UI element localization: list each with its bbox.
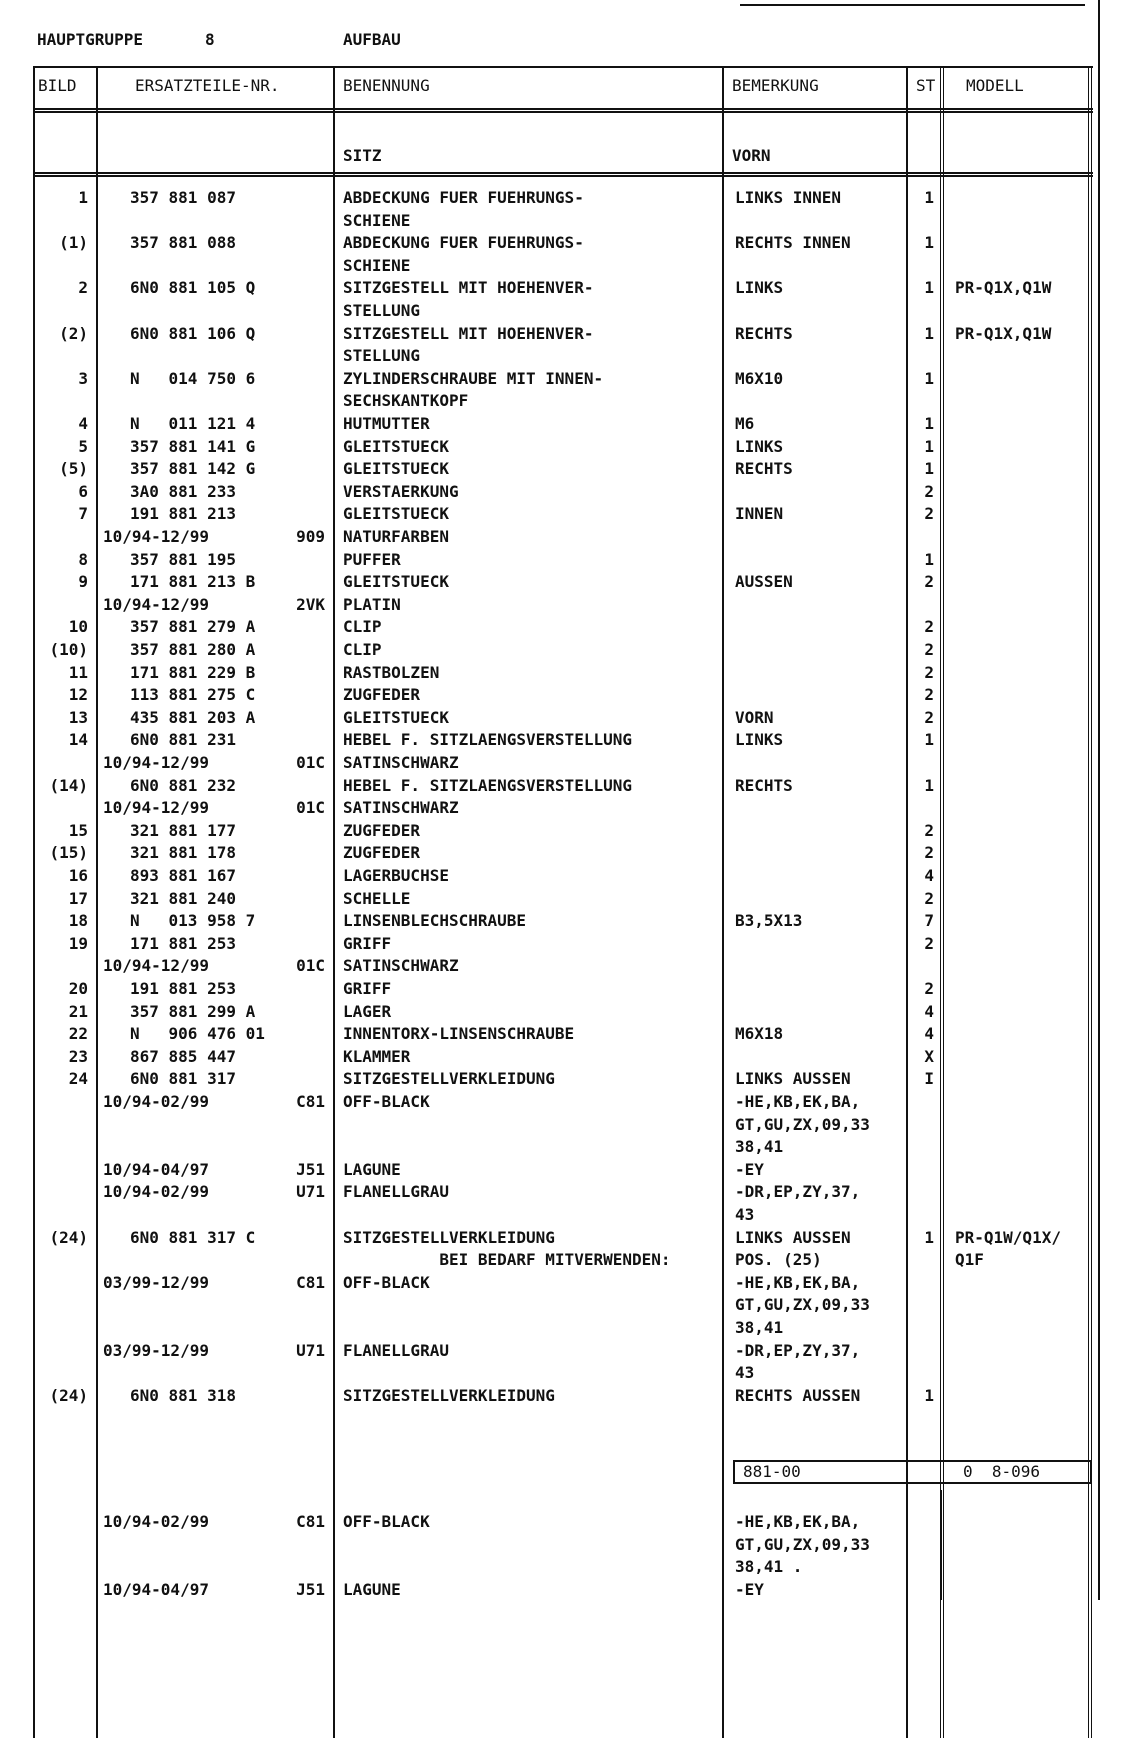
- part-number-cell: N 014 750 6: [130, 368, 256, 388]
- bild-cell: 5: [78, 436, 88, 456]
- section-title: AUFBAU: [343, 30, 401, 49]
- remark-cell: RECHTS AUSSEN: [735, 1385, 861, 1405]
- name-cell: HEBEL F. SITZLAENGSVERSTELLUNG: [343, 775, 632, 795]
- name-cell: SCHELLE: [343, 888, 411, 908]
- bild-cell: 12: [68, 685, 88, 705]
- remark-cell: 43: [735, 1363, 755, 1383]
- remark-cell: LINKS INNEN: [735, 188, 841, 207]
- part-number-cell: 357 881 088: [130, 233, 236, 253]
- continuation-row: [0, 1555, 1146, 1578]
- qty-cell: 2: [924, 685, 934, 705]
- name-cell: SITZGESTELL MIT HOEHENVER-: [343, 278, 594, 298]
- name-cell: LAGER: [343, 1001, 392, 1021]
- part-number-cell: 321 881 177: [130, 820, 236, 840]
- name-cell: SATINSCHWARZ: [343, 753, 459, 772]
- qty-cell: 2: [924, 933, 934, 953]
- table-row: [0, 299, 1146, 322]
- part-number-cell: 321 881 240: [130, 888, 236, 908]
- remark-cell: VORN: [735, 707, 774, 727]
- remark-cell: 38,41 .: [735, 1557, 803, 1577]
- remark-cell: -HE,KB,EK,BA,: [735, 1512, 861, 1531]
- remark-cell: -DR,EP,ZY,37,: [735, 1340, 861, 1360]
- col-header-remark: BEMERKUNG: [732, 76, 819, 95]
- table-row: [0, 1000, 1146, 1023]
- qty-cell: 4: [924, 866, 934, 885]
- bild-cell: 18: [68, 911, 88, 931]
- remark-cell: -EY: [735, 1159, 764, 1179]
- part-number-cell: N 013 958 7: [130, 911, 256, 931]
- group-remark: VORN: [732, 146, 771, 165]
- name-cell: LAGUNE: [343, 1579, 401, 1599]
- bild-cell: 11: [68, 662, 88, 682]
- qty-cell: 2: [924, 888, 934, 908]
- table-row: [0, 683, 1146, 706]
- table-row: [0, 887, 1146, 910]
- table-row: [0, 751, 1146, 774]
- qty-cell: 2: [924, 707, 934, 727]
- name-cell: SATINSCHWARZ: [343, 956, 459, 976]
- name-cell: FLANELLGRAU: [343, 1182, 449, 1202]
- bild-cell: 19: [68, 933, 88, 953]
- bild-cell: (14): [49, 775, 88, 795]
- remark-cell: GT,GU,ZX,09,33: [735, 1295, 870, 1315]
- qty-cell: 2: [924, 820, 934, 840]
- part-number-cell: 6N0 881 232: [130, 775, 236, 795]
- table-row: [0, 1180, 1146, 1203]
- name-cell: GLEITSTUECK: [343, 572, 449, 592]
- name-cell: STELLUNG: [343, 301, 421, 320]
- part-number-cell: 867 885 447: [130, 1046, 236, 1066]
- name-cell: INNENTORX-LINSENSCHRAUBE: [343, 1024, 575, 1044]
- table-row: [0, 1384, 1146, 1407]
- part-number-cell: 6N0 881 317: [130, 1069, 236, 1089]
- bild-cell: (1): [59, 233, 88, 253]
- table-row: [0, 1135, 1146, 1158]
- col-header-part-no: ERSATZTEILE-NR.: [135, 76, 280, 95]
- table-row: [0, 412, 1146, 435]
- model-cell: PR-Q1X,Q1W: [955, 278, 1052, 298]
- part-number-cell: 6N0 881 317 C: [130, 1227, 256, 1247]
- bild-cell: (24): [49, 1385, 88, 1405]
- part-number-cell: 6N0 881 106 Q: [130, 323, 256, 343]
- col-header-qty: ST: [916, 76, 936, 95]
- table-row: [0, 1090, 1146, 1113]
- date-cell: 10/94-12/99: [103, 594, 209, 614]
- qty-cell: 2: [924, 662, 934, 682]
- date-cell: 10/94-12/99: [103, 956, 209, 976]
- remark-cell: RECHTS: [735, 459, 793, 479]
- part-number-cell: N 906 476 01: [130, 1024, 265, 1044]
- table-row: [0, 1248, 1146, 1271]
- name-cell: FLANELLGRAU: [343, 1340, 449, 1360]
- table-row: [0, 615, 1146, 638]
- remark-cell: 38,41: [735, 1137, 784, 1157]
- remark-cell: LINKS AUSSEN: [735, 1069, 851, 1089]
- remark-cell: LINKS: [735, 436, 784, 456]
- date-cell: 10/94-02/99: [103, 1512, 209, 1531]
- name-cell: GLEITSTUECK: [343, 436, 449, 456]
- date-cell: 03/99-12/99: [103, 1340, 209, 1360]
- remark-cell: GT,GU,ZX,09,33: [735, 1114, 870, 1134]
- table-row: [0, 1271, 1146, 1294]
- date-cell: 10/94-02/99: [103, 1182, 209, 1202]
- part-number-cell: 357 881 195: [130, 549, 236, 569]
- qty-cell: 2: [924, 481, 934, 501]
- qty-cell: 1: [924, 414, 934, 433]
- name-cell: LAGUNE: [343, 1159, 401, 1179]
- group-rule: [33, 172, 1093, 177]
- table-row: [0, 1158, 1146, 1181]
- bild-cell: 23: [68, 1046, 88, 1066]
- bild-cell: 10: [68, 617, 88, 637]
- qty-cell: 2: [924, 979, 934, 998]
- model-cell: Q1F: [955, 1250, 984, 1270]
- remark-cell: LINKS AUSSEN: [735, 1227, 851, 1247]
- bild-cell: (15): [49, 843, 88, 863]
- col-header-name: BENENNUNG: [343, 76, 430, 95]
- part-number-cell: 357 881 279 A: [130, 617, 256, 637]
- part-number-cell: 435 881 203 A: [130, 707, 256, 727]
- name-cell: OFF-BLACK: [343, 1512, 430, 1531]
- date-cell: 03/99-12/99: [103, 1272, 209, 1292]
- col-header-bild: BILD: [38, 76, 77, 95]
- table-row: [0, 1339, 1146, 1362]
- bild-cell: 13: [68, 707, 88, 727]
- qty-cell: 1: [924, 323, 934, 343]
- table-row: [0, 977, 1146, 1000]
- group-name: SITZ: [343, 146, 382, 165]
- part-number-cell: 113 881 275 C: [130, 685, 256, 705]
- name-cell: ZUGFEDER: [343, 820, 421, 840]
- table-row: [0, 932, 1146, 955]
- table-row: [0, 457, 1146, 480]
- code-cell: C81: [296, 1272, 325, 1292]
- top-right-rule: [740, 4, 1085, 6]
- name-cell: GRIFF: [343, 933, 392, 953]
- name-cell: LAGERBUCHSE: [343, 866, 449, 885]
- part-number-cell: 357 881 299 A: [130, 1001, 256, 1021]
- bild-cell: 15: [68, 820, 88, 840]
- name-cell: SITZGESTELLVERKLEIDUNG: [343, 1385, 555, 1405]
- name-cell: SCHIENE: [343, 210, 411, 230]
- bild-cell: 6: [78, 481, 88, 501]
- qty-cell: X: [924, 1046, 934, 1066]
- table-row: [0, 367, 1146, 390]
- remark-cell: GT,GU,ZX,09,33: [735, 1534, 870, 1554]
- code-cell: U71: [296, 1340, 325, 1360]
- table-row: [0, 570, 1146, 593]
- model-cell: PR-Q1X,Q1W: [955, 323, 1052, 343]
- table-row: [0, 954, 1146, 977]
- name-cell: SATINSCHWARZ: [343, 798, 459, 818]
- date-cell: 10/94-12/99: [103, 798, 209, 818]
- name-cell: OFF-BLACK: [343, 1092, 430, 1111]
- bild-cell: 8: [78, 549, 88, 569]
- bild-cell: 14: [68, 730, 88, 750]
- table-row: [0, 231, 1146, 254]
- code-cell: J51: [296, 1159, 325, 1179]
- code-cell: J51: [296, 1579, 325, 1599]
- part-number-cell: 3A0 881 233: [130, 481, 236, 501]
- name-cell: ABDECKUNG FUER FUEHRUNGS-: [343, 188, 584, 207]
- bild-cell: (10): [49, 640, 88, 659]
- code-cell: 01C: [296, 753, 325, 772]
- remark-cell: 38,41: [735, 1318, 784, 1337]
- bild-cell: (24): [49, 1227, 88, 1247]
- remark-cell: LINKS: [735, 278, 784, 298]
- table-row: [0, 1316, 1146, 1339]
- remark-cell: -EY: [735, 1579, 764, 1599]
- qty-cell: 1: [924, 278, 934, 298]
- continuation-row: [0, 1578, 1146, 1601]
- table-row: [0, 796, 1146, 819]
- remark-cell: -DR,EP,ZY,37,: [735, 1182, 861, 1202]
- name-cell: RASTBOLZEN: [343, 662, 440, 682]
- name-cell: SITZGESTELLVERKLEIDUNG: [343, 1227, 555, 1247]
- table-row: [0, 502, 1146, 525]
- part-number-cell: 6N0 881 318: [130, 1385, 236, 1405]
- remark-cell: -HE,KB,EK,BA,: [735, 1272, 861, 1292]
- name-cell: SITZGESTELLVERKLEIDUNG: [343, 1069, 555, 1089]
- table-row: [0, 593, 1146, 616]
- name-cell: PLATIN: [343, 594, 401, 614]
- qty-cell: 1: [924, 436, 934, 456]
- table-row: [0, 322, 1146, 345]
- bild-cell: 20: [68, 979, 88, 998]
- date-cell: 10/94-04/97: [103, 1579, 209, 1599]
- qty-cell: I: [924, 1069, 934, 1089]
- bild-cell: 9: [78, 572, 88, 592]
- remark-cell: M6: [735, 414, 755, 433]
- continuation-row: [0, 1533, 1146, 1556]
- qty-cell: 1: [924, 1227, 934, 1247]
- table-row: [0, 728, 1146, 751]
- name-cell: SECHSKANTKOPF: [343, 391, 469, 411]
- model-cell: PR-Q1W/Q1X/: [955, 1227, 1061, 1247]
- col-header-model: MODELL: [966, 76, 1024, 95]
- date-cell: 10/94-12/99: [103, 527, 209, 546]
- date-cell: 10/94-12/99: [103, 753, 209, 772]
- hauptgruppe-label: HAUPTGRUPPE: [37, 30, 143, 49]
- remark-cell: AUSSEN: [735, 572, 793, 592]
- name-cell: HUTMUTTER: [343, 414, 430, 433]
- name-cell: GLEITSTUECK: [343, 504, 449, 524]
- table-row: [0, 254, 1146, 277]
- qty-cell: 1: [924, 459, 934, 479]
- continuation-row: [0, 1510, 1146, 1533]
- part-number-cell: 171 881 213 B: [130, 572, 256, 592]
- qty-cell: 4: [924, 1001, 934, 1021]
- date-cell: 10/94-04/97: [103, 1159, 209, 1179]
- remark-cell: M6X10: [735, 368, 784, 388]
- part-number-cell: 171 881 253: [130, 933, 236, 953]
- name-cell: OFF-BLACK: [343, 1272, 430, 1292]
- bild-cell: 21: [68, 1001, 88, 1021]
- part-number-cell: 171 881 229 B: [130, 662, 256, 682]
- table-row: [0, 819, 1146, 842]
- qty-cell: 1: [924, 368, 934, 388]
- bild-cell: 16: [68, 866, 88, 885]
- name-cell: VERSTAERKUNG: [343, 481, 459, 501]
- part-number-cell: 191 881 213: [130, 504, 236, 524]
- table-row: [0, 706, 1146, 729]
- qty-cell: 2: [924, 617, 934, 637]
- remark-cell: B3,5X13: [735, 911, 803, 931]
- remark-cell: -HE,KB,EK,BA,: [735, 1092, 861, 1111]
- table-row: [0, 864, 1146, 887]
- table-row: [0, 1022, 1146, 1045]
- bild-cell: 22: [68, 1024, 88, 1044]
- bild-cell: 1: [78, 188, 88, 207]
- part-number-cell: 357 881 142 G: [130, 459, 256, 479]
- name-cell: STELLUNG: [343, 346, 421, 366]
- table-row: [0, 389, 1146, 412]
- table-row: [0, 774, 1146, 797]
- footer-ref-box: [733, 1460, 1092, 1484]
- footer-ref: 881-00: [743, 1462, 801, 1481]
- remark-cell: POS. (25): [735, 1250, 822, 1270]
- name-cell: NATURFARBEN: [343, 527, 449, 546]
- table-row: [0, 1113, 1146, 1136]
- part-number-cell: 191 881 253: [130, 979, 236, 998]
- qty-cell: 1: [924, 188, 934, 207]
- qty-cell: 1: [924, 1385, 934, 1405]
- table-row: [0, 276, 1146, 299]
- footer-page: 0 8-096: [963, 1462, 1041, 1481]
- part-number-cell: 321 881 178: [130, 843, 236, 863]
- name-cell: SCHIENE: [343, 255, 411, 275]
- bild-cell: 17: [68, 888, 88, 908]
- remark-cell: RECHTS INNEN: [735, 233, 851, 253]
- table-row: [0, 638, 1146, 661]
- table-row: [0, 1293, 1146, 1316]
- table-row: [0, 1203, 1146, 1226]
- table-row: [0, 1361, 1146, 1384]
- part-number-cell: 6N0 881 105 Q: [130, 278, 256, 298]
- code-cell: C81: [296, 1092, 325, 1111]
- name-cell: LINSENBLECHSCHRAUBE: [343, 911, 527, 931]
- qty-cell: 2: [924, 843, 934, 863]
- name-cell: GRIFF: [343, 979, 392, 998]
- remark-cell: 43: [735, 1205, 755, 1224]
- bild-cell: 2: [78, 278, 88, 298]
- bild-cell: 7: [78, 504, 88, 524]
- remark-cell: RECHTS: [735, 323, 793, 343]
- qty-cell: 1: [924, 775, 934, 795]
- remark-cell: INNEN: [735, 504, 784, 524]
- hauptgruppe-number: 8: [205, 30, 215, 49]
- table-row: [0, 344, 1146, 367]
- date-cell: 10/94-02/99: [103, 1092, 209, 1111]
- table-row: [0, 661, 1146, 684]
- remark-cell: RECHTS: [735, 775, 793, 795]
- qty-cell: 2: [924, 572, 934, 592]
- part-number-cell: 6N0 881 231: [130, 730, 236, 750]
- qty-cell: 4: [924, 1024, 934, 1044]
- remark-cell: LINKS: [735, 730, 784, 750]
- qty-cell: 2: [924, 640, 934, 659]
- name-cell: ZUGFEDER: [343, 843, 421, 863]
- code-cell: C81: [296, 1512, 325, 1531]
- code-cell: 2VK: [296, 594, 325, 614]
- name-cell: SITZGESTELL MIT HOEHENVER-: [343, 323, 594, 343]
- table-row: [0, 1067, 1146, 1090]
- qty-cell: 7: [924, 911, 934, 931]
- name-cell: BEI BEDARF MITVERWENDEN:: [343, 1250, 671, 1270]
- table-row: [0, 480, 1146, 503]
- name-cell: ZUGFEDER: [343, 685, 421, 705]
- qty-cell: 2: [924, 504, 934, 524]
- name-cell: CLIP: [343, 617, 382, 637]
- table-top-rule: [33, 66, 1093, 68]
- bild-cell: 24: [68, 1069, 88, 1089]
- remark-cell: M6X18: [735, 1024, 784, 1044]
- table-row: [0, 209, 1146, 232]
- name-cell: CLIP: [343, 640, 382, 659]
- table-row: [0, 525, 1146, 548]
- name-cell: HEBEL F. SITZLAENGSVERSTELLUNG: [343, 730, 632, 750]
- code-cell: 01C: [296, 956, 325, 976]
- name-cell: KLAMMER: [343, 1046, 411, 1066]
- part-number-cell: 893 881 167: [130, 866, 236, 885]
- bild-cell: 3: [78, 368, 88, 388]
- table-row: [0, 186, 1146, 209]
- bild-cell: (5): [59, 459, 88, 479]
- part-number-cell: N 011 121 4: [130, 414, 256, 433]
- name-cell: GLEITSTUECK: [343, 707, 449, 727]
- name-cell: PUFFER: [343, 549, 401, 569]
- table-row: [0, 1226, 1146, 1249]
- code-cell: U71: [296, 1182, 325, 1202]
- table-row: [0, 435, 1146, 458]
- qty-cell: 1: [924, 730, 934, 750]
- qty-cell: 1: [924, 233, 934, 253]
- name-cell: ABDECKUNG FUER FUEHRUNGS-: [343, 233, 584, 253]
- code-cell: 909: [296, 527, 325, 546]
- part-number-cell: 357 881 280 A: [130, 640, 256, 659]
- name-cell: ZYLINDERSCHRAUBE MIT INNEN-: [343, 368, 604, 388]
- table-row: [0, 1045, 1146, 1068]
- part-number-cell: 357 881 087: [130, 188, 236, 207]
- bild-cell: 4: [78, 414, 88, 433]
- table-row: [0, 909, 1146, 932]
- table-row: [0, 548, 1146, 571]
- code-cell: 01C: [296, 798, 325, 818]
- table-header-rule: [33, 108, 1093, 113]
- qty-cell: 1: [924, 549, 934, 569]
- bild-cell: (2): [59, 323, 88, 343]
- table-row: [0, 841, 1146, 864]
- part-number-cell: 357 881 141 G: [130, 436, 256, 456]
- name-cell: GLEITSTUECK: [343, 459, 449, 479]
